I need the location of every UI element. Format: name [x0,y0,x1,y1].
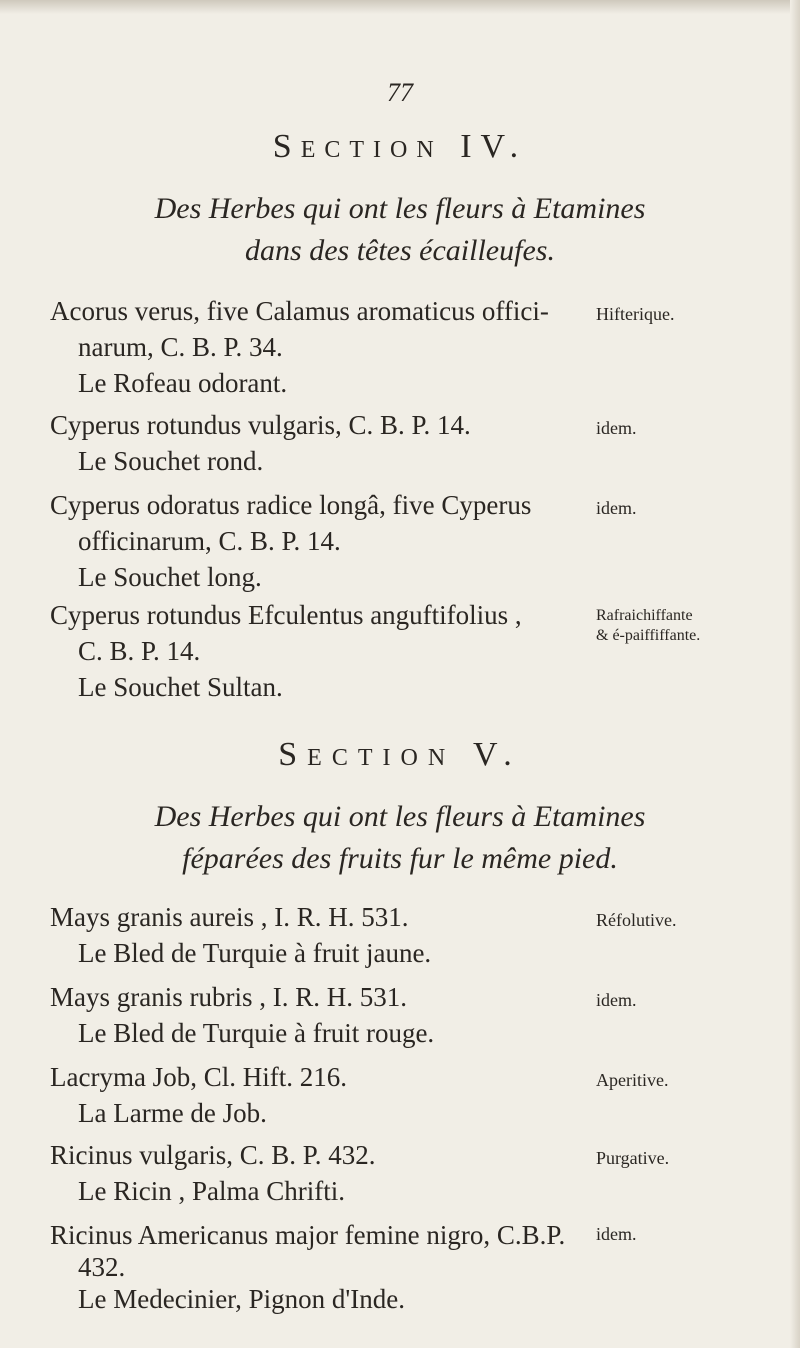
property: Aperitive. [596,1070,669,1090]
property: Purgative. [596,1148,670,1168]
property: idem. [596,1224,637,1244]
latin-name-continued: narum, C. B. P. 34. [78,332,283,362]
french-name: Le Medecinier, Pignon d'Inde. [78,1284,405,1314]
latin-name-continued: C. B. P. 14. [78,636,201,666]
latin-name: Cyperus rotundus vulgaris, C. B. P. 14. [50,410,471,440]
french-name: La Larme de Job. [78,1098,267,1128]
latin-name: Ricinus vulgaris, C. B. P. 432. [50,1140,376,1170]
latin-name: Mays granis rubris , I. R. H. 531. [50,982,407,1012]
french-name: Le Souchet long. [78,562,262,592]
property: idem. [596,990,637,1010]
latin-name: Cyperus rotundus Efculentus anguftifolius , [50,600,522,630]
latin-name: Cyperus odoratus radice longâ, five Cyperus [50,490,532,520]
latin-name: Ricinus Americanus major femine nigro, C.B.P. [50,1220,566,1250]
property: Hifterique. [596,304,675,324]
french-name: Le Rofeau odorant. [78,368,288,398]
section-4-subtitle-line1: Des Herbes qui ont les fleurs à Etamines [154,192,646,225]
section-5-subtitle-line2: féparées des fruits fur le même pied. [182,842,618,875]
french-name: Le Bled de Turquie à fruit rouge. [78,1018,435,1048]
latin-name-continued: 432. [78,1252,126,1282]
property: idem. [596,498,637,518]
latin-name-continued: officinarum, C. B. P. 14. [78,526,341,556]
property: Rafraichiffante & é-paiffiffante. [596,607,701,644]
french-name: Le Souchet rond. [78,446,264,476]
french-name: Le Ricin , Palma Chrifti. [78,1176,345,1206]
property: Réfolutive. [596,910,677,930]
page-number: 77 [387,78,413,107]
french-name: Le Bled de Turquie à fruit jaune. [78,938,432,968]
french-name: Le Souchet Sultan. [78,672,283,702]
latin-name: Acorus verus, five Calamus aromaticus offici- [50,296,549,326]
section-5-title: Section V. [278,736,522,773]
section-4-title: Section IV. [272,128,528,165]
section-4-subtitle-line2: dans des têtes écailleufes. [245,234,555,267]
page-edge-top [0,0,800,14]
latin-name: Mays granis aureis , I. R. H. 531. [50,902,409,932]
property: idem. [596,418,637,438]
latin-name: Lacryma Job, Cl. Hift. 216. [50,1062,347,1092]
section-5-subtitle-line1: Des Herbes qui ont les fleurs à Etamines [154,800,646,833]
